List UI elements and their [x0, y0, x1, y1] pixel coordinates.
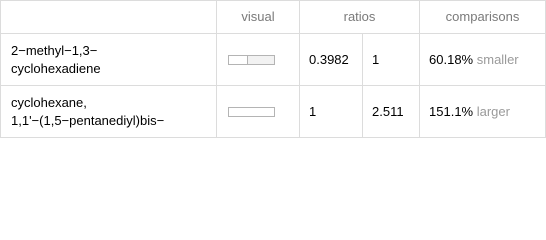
header-visual: visual	[217, 1, 300, 34]
ratio-bar	[228, 107, 275, 117]
compound-name-line: 2−methyl−1,3−	[11, 42, 98, 58]
table-row	[1, 34, 546, 86]
table-row	[1, 86, 546, 138]
header-comparisons: comparisons	[420, 1, 546, 34]
comparison-cell	[420, 34, 546, 86]
header-row	[1, 1, 546, 34]
compound-name-line: cyclohexadiene	[11, 60, 101, 76]
ratio-bar-fill	[229, 56, 248, 64]
header-blank-cell	[1, 1, 217, 34]
ratio-bar	[228, 55, 275, 65]
visual-cell	[217, 86, 300, 138]
comparison-value: 151.1%	[429, 103, 474, 119]
ratio-value-b: 2.511	[363, 86, 420, 138]
ratio-value-a: 1	[300, 86, 363, 138]
visual-cell	[217, 34, 300, 86]
comparison-value: 60.18%	[429, 51, 474, 67]
compound-name	[1, 34, 217, 86]
comparison-word: smaller	[476, 51, 519, 67]
ratio-bar-fill	[229, 108, 274, 116]
compound-name-line: cyclohexane,	[11, 94, 87, 110]
header-ratios: ratios	[300, 1, 420, 34]
ratio-value-a: 0.3982	[300, 34, 363, 86]
comparison-word: larger	[476, 103, 510, 119]
comparison-cell	[420, 86, 546, 138]
compound-name-line: 1,1'−(1,5−pentanediyl)bis−	[11, 112, 165, 128]
ratio-value-b: 1	[363, 34, 420, 86]
compound-name	[1, 86, 217, 138]
